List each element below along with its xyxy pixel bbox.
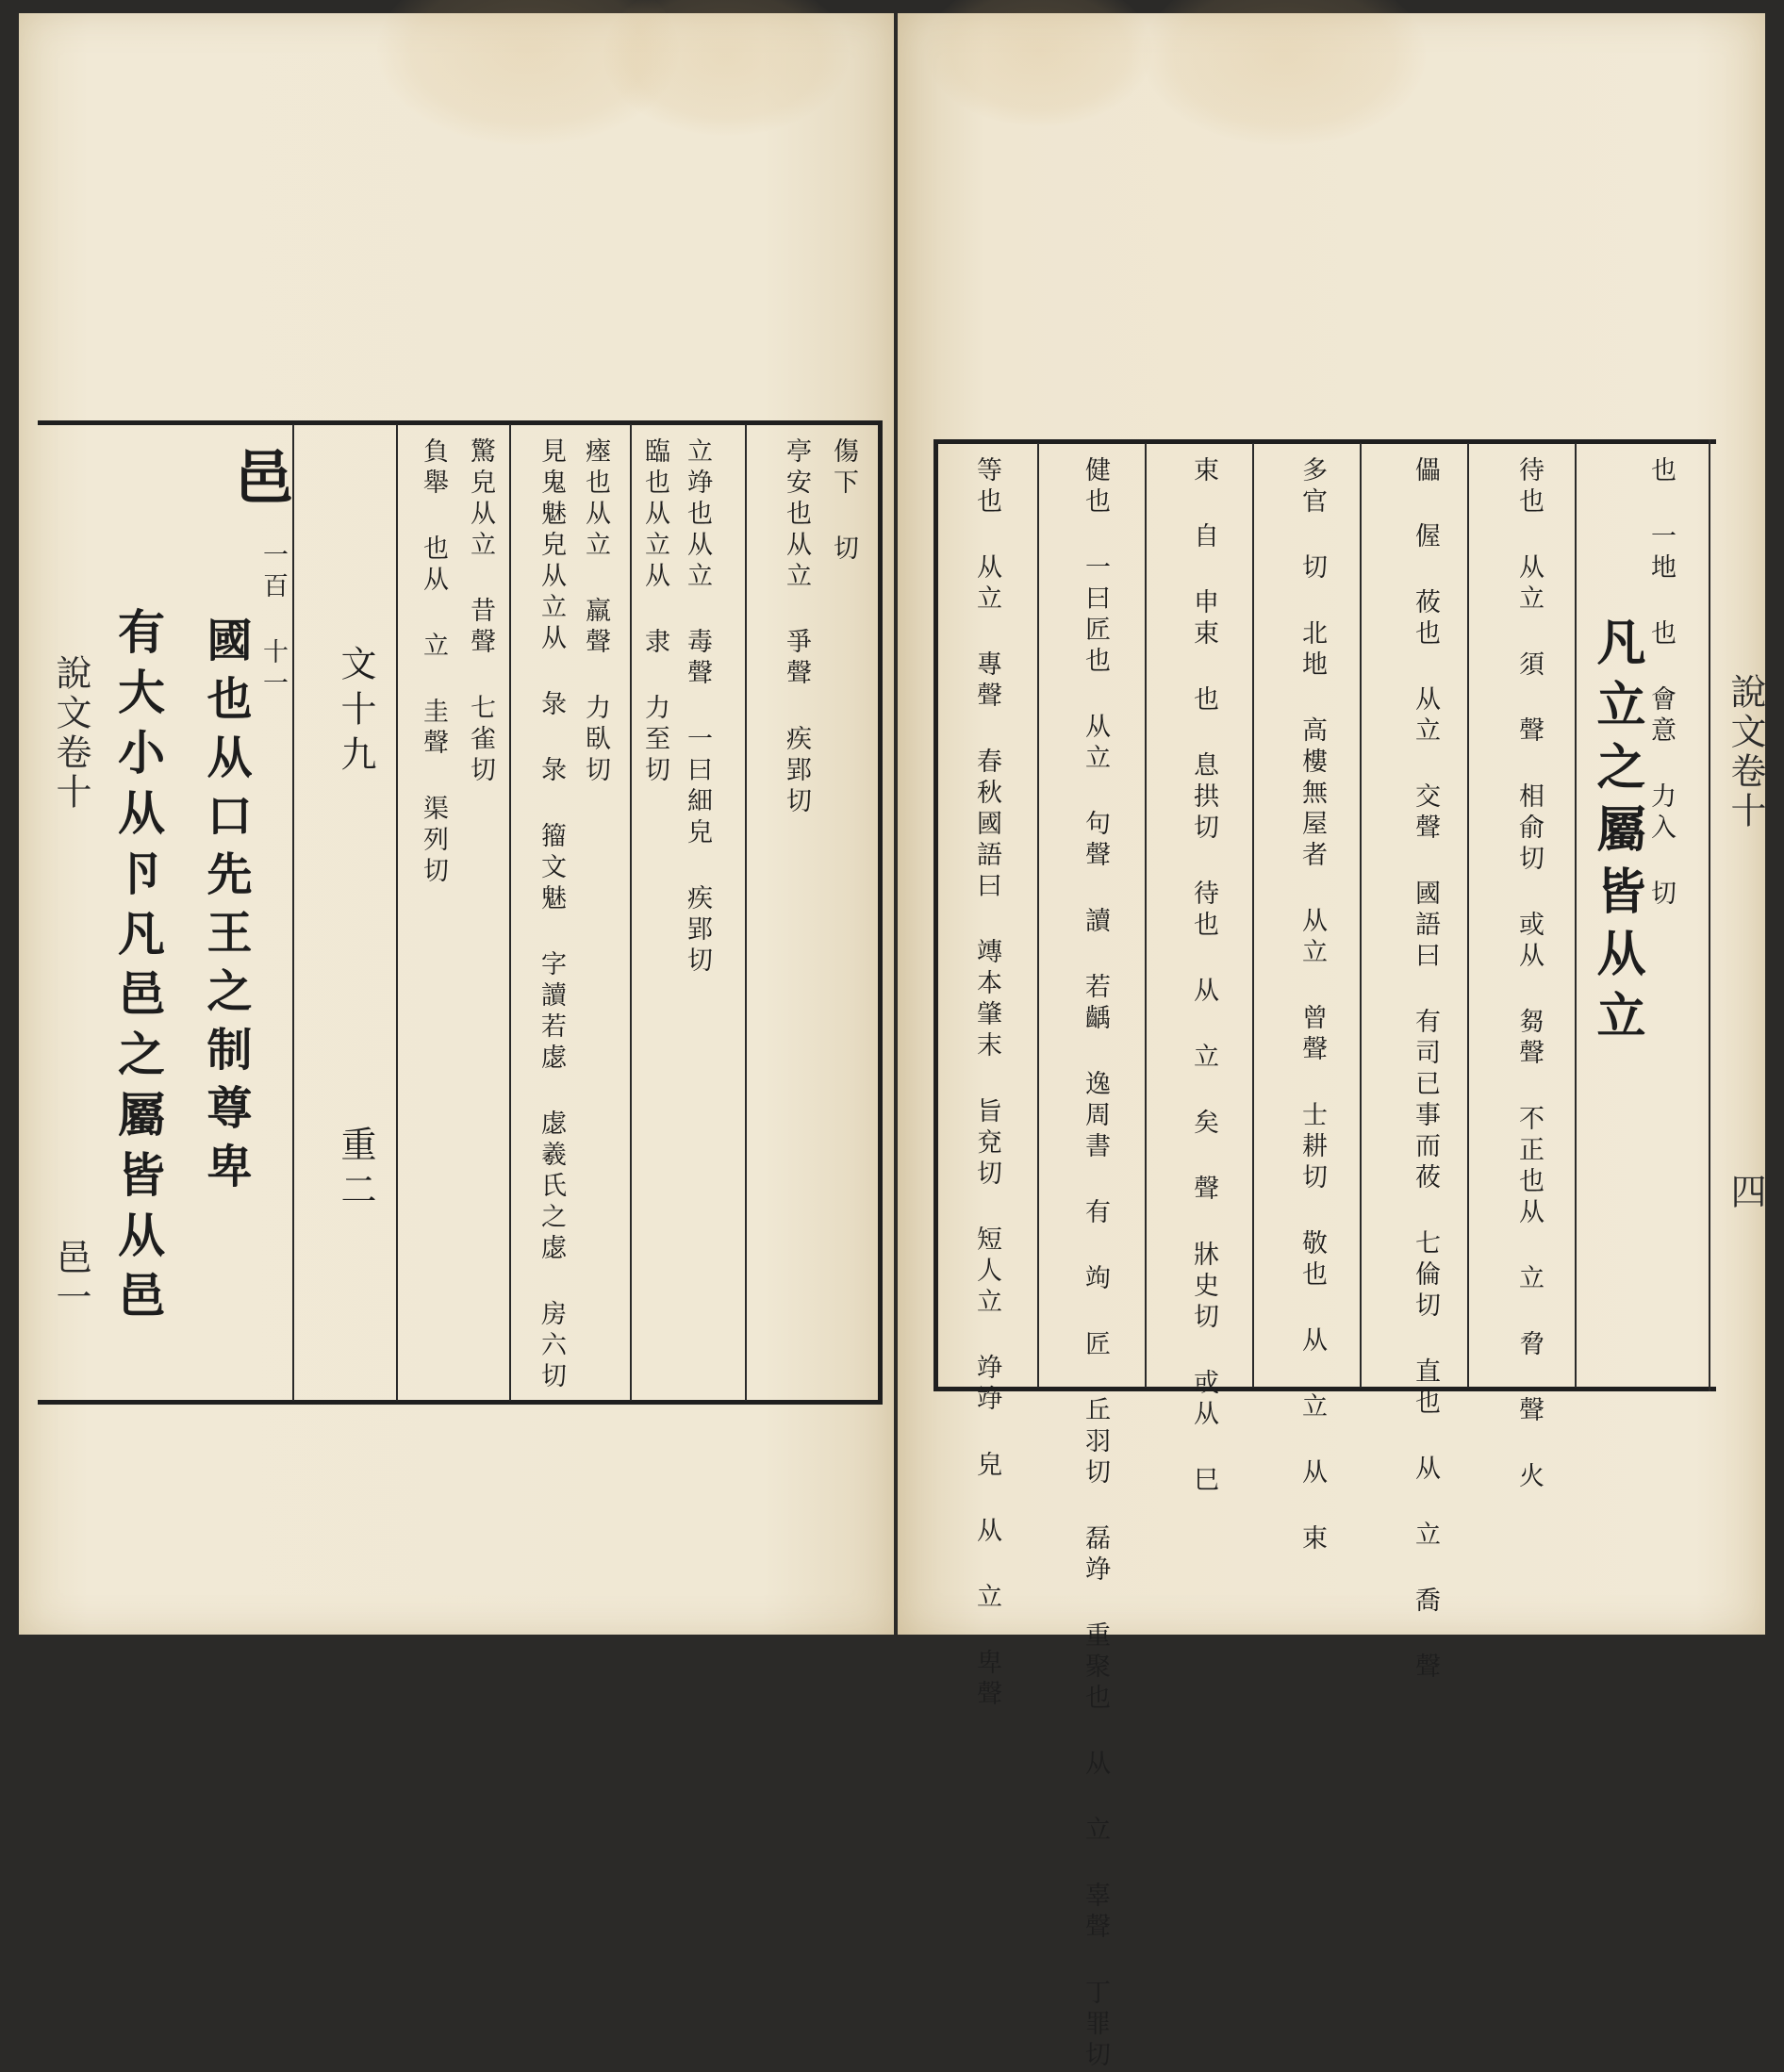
column-note: 傷下 切 [829,437,858,566]
variant-count: 重二 [335,1126,376,1216]
column-note: 健也 一曰匠也 从立 句聲 讀 若齲 逸周書 有 竘 匠 丘羽切 磊竫 重聚也 从 立 辜聲 丁罪切 [1081,456,1110,2072]
water-stain [926,0,1152,126]
water-stain [1143,0,1426,145]
entry-text: 凡立之屬皆从立 [1588,617,1645,1052]
margin-folio: 四 [1725,1173,1766,1212]
column-note: 多官 切 北地 高樓無屋者 从立 曾聲 士耕切 敬也 从 立 从 束 [1297,456,1327,1555]
column-note: 等也 从立 專聲 春秋國語曰 竱本肇末 旨兗切 短人立 竫竫 皃 从 立 卑聲 [972,456,1001,1711]
column-note: 也 一地 也 會意 力入 切 [1646,456,1676,911]
margin-title: 說文卷十 [50,654,91,813]
seal-head-character: 邑 [224,447,293,511]
column-note: 臨也从立从 隶 力至切 [640,437,669,787]
column-rule [1575,443,1577,1388]
column-rule [1145,443,1147,1388]
column-rule [1467,443,1469,1388]
water-stain [603,0,849,136]
char-count: 文十九 [335,645,376,781]
column-note: 待也 从立 須 聲 相俞切 或从 芻聲 不正也从 立 脅 聲 火 [1514,456,1544,1493]
column-note: 立竫也从立 毒聲 一曰細皃 疾郢切 [683,437,712,978]
column-rule [1037,443,1039,1388]
column-rule [1360,443,1362,1388]
column-note: 儡 偓 莜也 从立 交聲 國語曰 有司已事而莜 七倫切 直也 从 立 喬 聲 [1411,456,1440,1684]
column-rule [630,424,632,1401]
margin-title: 說文卷十 [1725,673,1766,831]
column-note: 束 自 申束 也 息拱切 待也 从 立 矣 聲 牀史切 或从 巳 [1189,456,1218,1497]
entry-text: 國也从口先王之制尊卑 [199,617,252,1201]
column-note: 見鬼魅皃从立从 彔 彔 籀文魅 字讀若虙 虙羲氏之虙 房六切 [537,437,566,1393]
right-page [898,13,1766,2072]
column-note: 驚皃从立 昔聲 七雀切 [466,437,495,787]
left-page [19,13,894,1635]
entry-text: 有大小从卪凡邑之屬皆从邑 [110,607,166,1331]
column-note: 亭安也从立 爭聲 疾郢切 [782,437,811,818]
column-note: 負舉 也从 立 圭聲 渠列切 [419,437,448,888]
column-rule [1709,439,1710,1391]
column-rule [292,424,294,1401]
column-rule [745,424,747,1401]
margin-folio: 邑一 [50,1239,91,1318]
column-rule [396,424,398,1401]
column-rule [1252,443,1254,1388]
column-note: 一百 十一 [258,541,288,700]
column-note: 瘞也从立 羸聲 力臥切 [581,437,610,787]
column-rule [509,424,511,1401]
